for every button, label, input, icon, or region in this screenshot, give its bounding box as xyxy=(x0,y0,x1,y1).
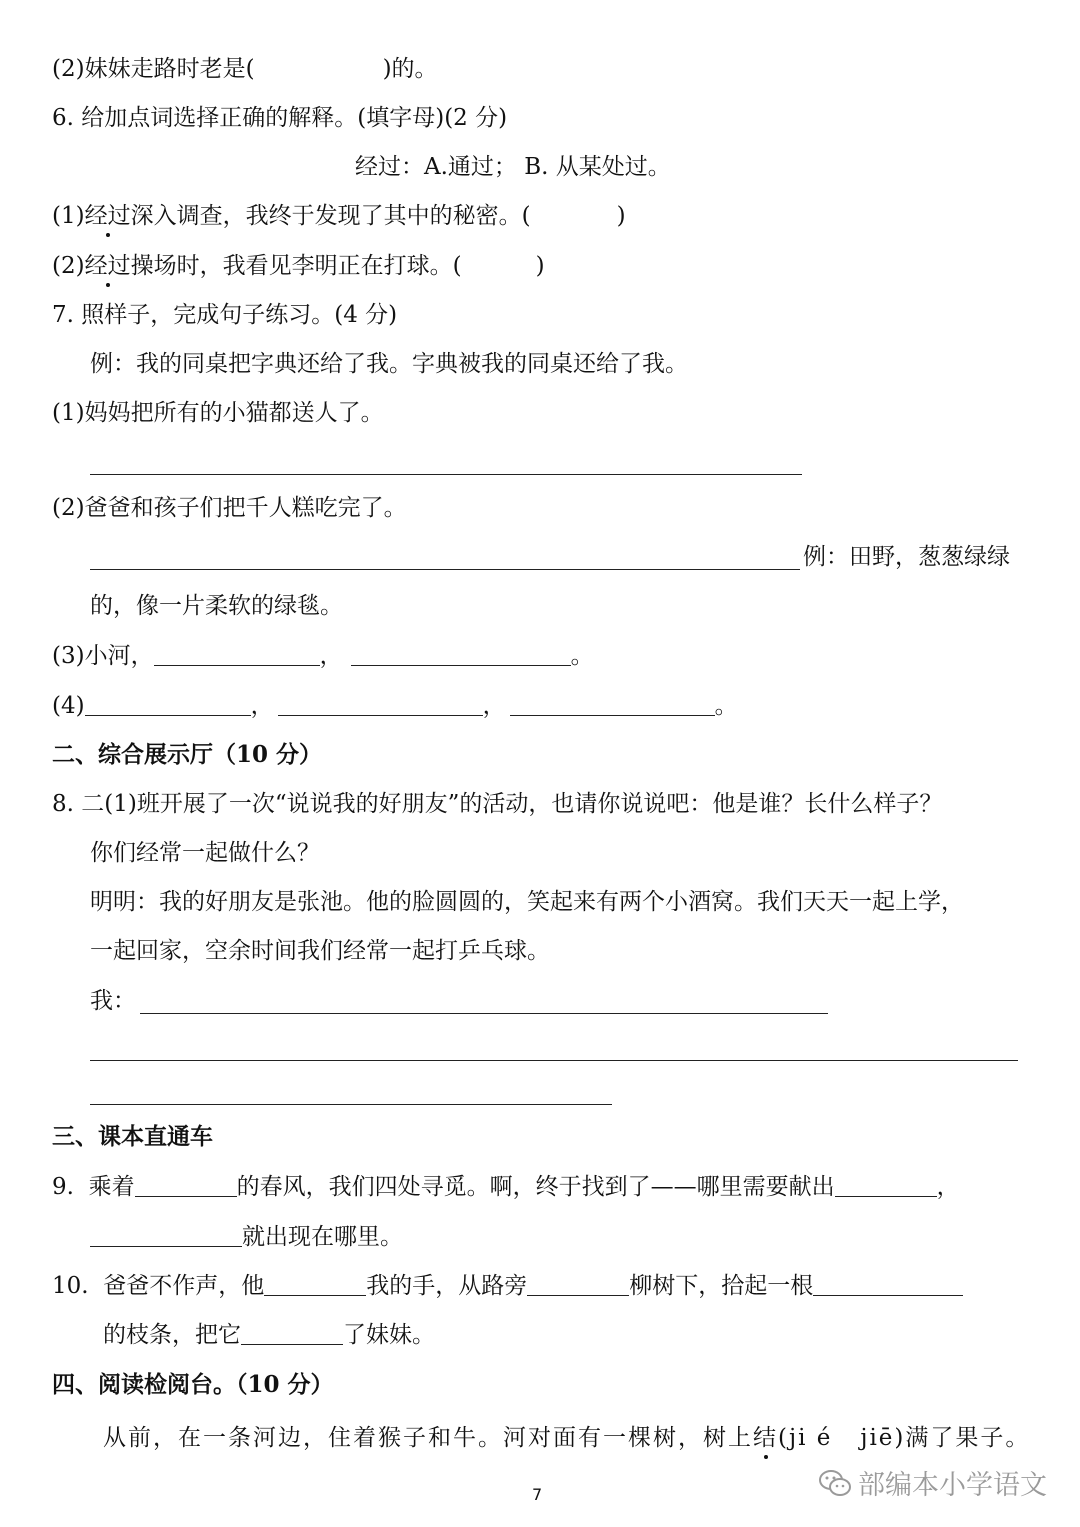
q7-item4-blank-1[interactable] xyxy=(85,691,251,716)
q7-item-4: (4) ， ， 。 xyxy=(52,693,738,719)
q8-line-3: 明明：我的好朋友是张池。他的脸圆圆的，笑起来有两个小酒窝。我们天天一起上学， xyxy=(90,889,964,915)
q7-example2-a: 例：田野，葱葱绿绿 xyxy=(803,544,1010,570)
q10-blank-4[interactable] xyxy=(241,1320,343,1345)
section-4-heading: 四、阅读检阅台。（10 分） xyxy=(52,1371,334,1398)
q7-item-1: (1)妈妈把所有的小猫都送人了。 xyxy=(52,400,384,426)
wechat-icon xyxy=(818,1468,852,1498)
q9-line-1: 9. 乘着 的春风，我们四处寻觅。啊，终于找到了——哪里需要献出 ， xyxy=(52,1174,960,1200)
q10-blank-3[interactable] xyxy=(813,1271,963,1296)
q8-line-4: 一起回家，空余时间我们经常一起打乒乓球。 xyxy=(90,938,550,964)
watermark xyxy=(818,1463,1047,1502)
q10-blank-2[interactable] xyxy=(527,1271,629,1296)
q7-example: 例：我的同桌把字典还给了我。字典被我的同桌还给了我。 xyxy=(90,351,688,377)
q5-item2-blank[interactable] xyxy=(255,55,383,79)
q7-item-3: (3)小河， ， 。 xyxy=(52,643,594,669)
q5-item2-tail: )的。 xyxy=(382,56,438,82)
q10-blank-1[interactable] xyxy=(264,1271,366,1296)
q7-item3-blank-2[interactable] xyxy=(351,641,571,666)
q9-line-2: 就出现在哪里。 xyxy=(90,1222,403,1252)
page-number: 7 xyxy=(532,1485,543,1504)
reading-passage-line: 从前，在一条河边，住着猴子和牛。河对面有一棵树，树上结(ji é jiē)满了果子。 xyxy=(103,1425,1031,1451)
q7-title: 7. 照样子，完成句子练习。(4 分) xyxy=(52,302,398,328)
q10-line-1: 10. 爸爸不作声，他 我的手，从路旁 柳树下，拾起一根 xyxy=(52,1271,963,1301)
q6-item-1: (1)经过深入调查，我终于发现了其中的秘密。( ) xyxy=(52,203,626,229)
q7-item2-answer-line[interactable] xyxy=(90,569,800,570)
q6-item2-dotted-word: 经过 xyxy=(84,253,131,279)
q7-example2-b: 的，像一片柔软的绿毯。 xyxy=(90,593,343,619)
q7-item1-answer-line[interactable] xyxy=(90,474,802,475)
q8-answer-line-3[interactable] xyxy=(90,1104,612,1105)
watermark-text: 部编本小学语文 xyxy=(858,1470,1047,1501)
q8-line-2: 你们经常一起做什么？ xyxy=(90,840,320,866)
q5-item-2 xyxy=(52,54,438,84)
q7-item3-blank-1[interactable] xyxy=(154,641,320,666)
q7-item4-blank-3[interactable] xyxy=(510,691,715,716)
q5-item2-text: (2)妹妹走路时老是( xyxy=(52,56,255,82)
q7-item-2: (2)爸爸和孩子们把千人糕吃完了。 xyxy=(52,495,407,521)
section-2-heading: 二、综合展示厅（10 分） xyxy=(52,741,323,768)
q9-blank-2[interactable] xyxy=(835,1172,937,1197)
q8-answer-line-1[interactable] xyxy=(140,1013,828,1014)
q9-blank-1[interactable] xyxy=(135,1172,237,1197)
q8-me-label: 我： xyxy=(90,988,136,1014)
q6-options: 经过：A.通过； B. 从某处过。 xyxy=(355,154,671,180)
section-3-heading: 三、课本直通车 xyxy=(52,1123,213,1150)
q9-blank-3[interactable] xyxy=(90,1222,242,1247)
q10-line-2: 的枝条，把它 了妹妹。 xyxy=(103,1322,435,1348)
q6-title: 6. 给加点词选择正确的解释。(填字母)(2 分) xyxy=(52,105,508,131)
q8-line-1: 8. 二(1)班开展了一次“说说我的好朋友”的活动，也请你说说吧：他是谁？长什么样子？ xyxy=(52,791,943,817)
q7-item4-blank-2[interactable] xyxy=(278,691,483,716)
q6-item1-dotted-word: 经过 xyxy=(84,203,131,229)
q8-answer-line-2[interactable] xyxy=(90,1060,1018,1061)
q6-item-2: (2)经过操场时，我看见李明正在打球。( ) xyxy=(52,253,545,279)
reading-dotted-char: 结 xyxy=(753,1425,778,1451)
